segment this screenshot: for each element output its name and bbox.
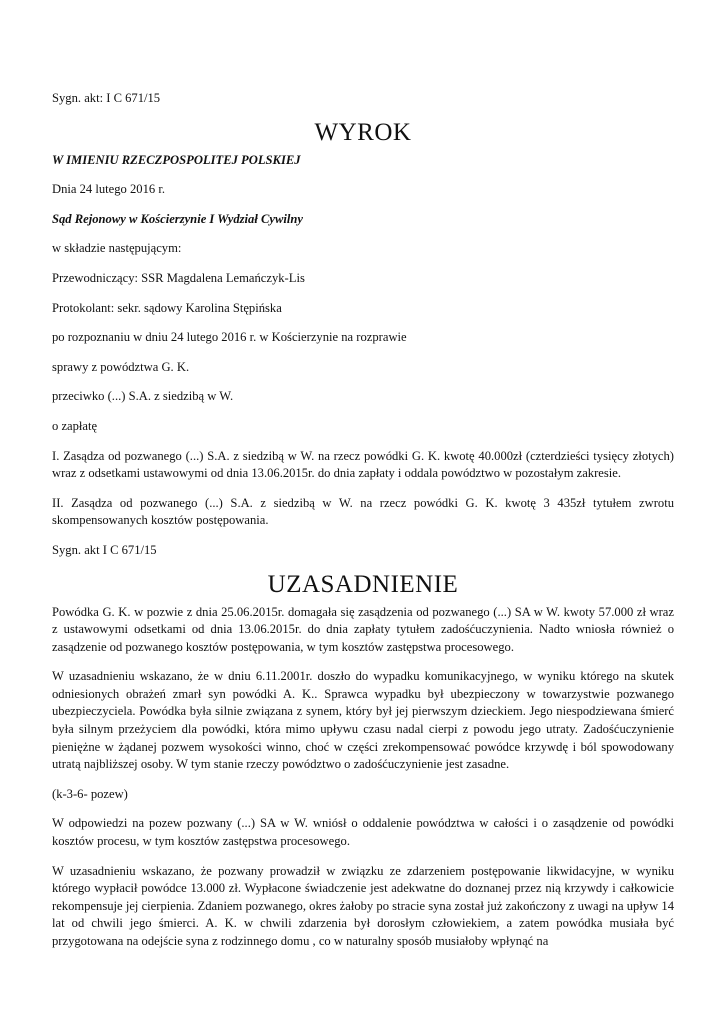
- document-page: [52, 90, 674, 963]
- against-line: przeciwko (...) S.A. z siedzibą w W.: [52, 389, 234, 404]
- hearing-line: po rozpoznaniu w dniu 24 lutego 2016 r. w Kościerzynie na rozprawie: [52, 330, 407, 345]
- justification-paragraph: (k-3-6- pozew): [52, 786, 128, 801]
- verdict-date: Dnia 24 lutego 2016 r.: [52, 182, 165, 197]
- in-the-name-heading: W IMIENIU RZECZPOSPOLITEJ POLSKIEJ: [52, 152, 301, 167]
- chair-line: Przewodniczący: SSR Magdalena Lemańczyk-Lis: [52, 270, 305, 285]
- justification-title: UZASADNIENIE: [267, 570, 459, 598]
- clerk-line: Protokolant: sekr. sądowy Karolina Stępińska: [52, 300, 282, 315]
- justification-signature: Sygn. akt I C 671/15: [52, 542, 157, 557]
- verdict-title: WYROK: [314, 118, 412, 146]
- justification-paragraph: Powódka G. K. w pozwie z dnia 25.06.2015r. domagała się zasądzenia od pozwanego (...) SA w W. kwoty 57.000 zł wraz z ustawowymi odsetkami od dnia 13.06.2015r. do dnia zapłaty tytułem zadośćuczynienia. Nadto wniosła również o zasądzenie od pozwanego kosztów postępowania, w tym kosztów zastępstwa procesowego.: [52, 604, 674, 654]
- court-name: Sąd Rejonowy w Kościerzynie I Wydział Cywilny: [52, 211, 303, 226]
- verdict-point-2: II. Zasądza od pozwanego (...) S.A. z siedzibą w W. na rzecz powódki G. K. kwotę 3 435zł tytułem zwrotu skompensowanych kosztów postępowania.: [52, 495, 674, 528]
- justification-paragraph: W uzasadnieniu wskazano, że w dniu 6.11.2001r. doszło do wypadku komunikacyjnego, w wyniku którego na skutek odniesionych obrażeń zmarł syn powódki A. K.. Sprawca wypadku był ubezpieczony w towarzystwie pozwanego ubezpieczyciela. Powódka była silnie związana z synem, który był jej pierwszym dzieckiem. Jego niespodziewana śmierć była silnym przeżyciem dla powódki, która mimo upływu czasu nadal cierpi z powodu jego utraty. Zadośćuczynienie pieniężne w żądanej pozwem wysokości winno, choć w części zrekompensować powódce krzywdę i ból spowodowany utratą najbliższej osoby. W tym stanie rzeczy powództwo o zadośćuczynienie jest zasadne.: [52, 669, 674, 772]
- justification-paragraph: W uzasadnieniu wskazano, że pozwany prowadził w związku ze zdarzeniem postępowanie likwidacyjne, w wyniku którego wypłacił powódce 13.000 zł. Wypłacone świadczenie jest adekwatne do doznanej przez nią krzywdy i całkowicie rekompensuje jej cierpienia. Zdaniem pozwanego, okres żałoby po stracie syna został już zakończony z uwagi na upływ 14 lat od chwili jego śmierci. A. K. w chwili zdarzenia był dorosłym człowiekiem, a zatem powódka musiała być przygotowana na odejście syna z rodzinnego domu , co w naturalny sposób musiałoby wpłynąć na: [52, 863, 674, 948]
- justification-paragraph: W odpowiedzi na pozew pozwany (...) SA w W. wniósł o oddalenie powództwa w całości i o zasądzenie od powódki kosztów procesu, w tym kosztów zastępstwa procesowego.: [52, 816, 674, 849]
- case-of-line: sprawy z powództwa G. K.: [52, 359, 190, 374]
- composition-line: w składzie następującym:: [52, 241, 182, 256]
- verdict-point-1: I. Zasądza od pozwanego (...) S.A. z siedzibą w W. na rzecz powódki G. K. kwotę 40.000zł (czterdzieści tysięcy złotych) wraz z odsetkami ustawowymi od dnia 13.06.2015r. do dnia zapłaty i oddala powództwo w pozostałym zakresie.: [52, 448, 674, 481]
- case-signature: Sygn. akt: I C 671/15: [52, 91, 161, 105]
- subject-line: o zapłatę: [52, 418, 98, 433]
